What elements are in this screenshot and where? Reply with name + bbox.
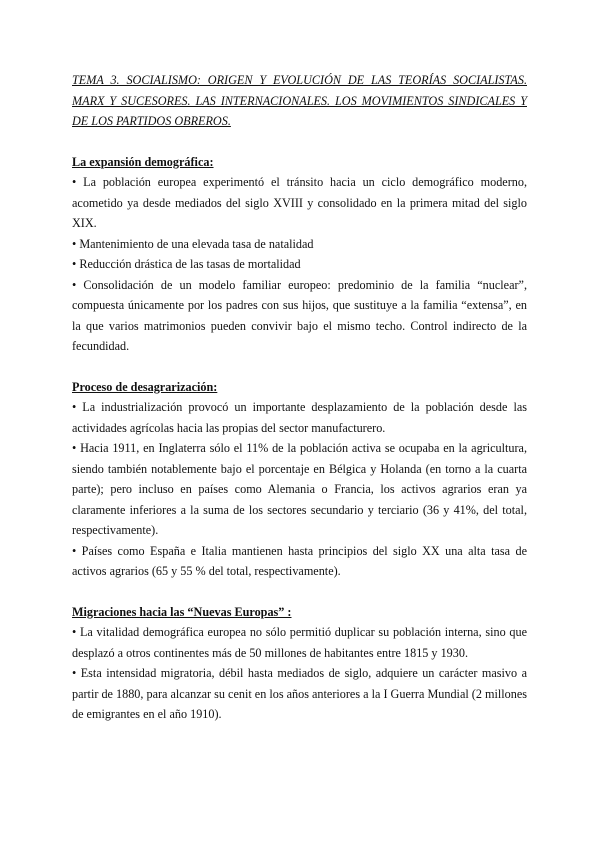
bullet-paragraph: • Esta intensidad migratoria, débil hasta mediados de siglo, adquiere un carácter masivo a partir de 1880, para alcanzar su cenit en los años anteriores a la I Guerra Mundial (2 millones de emigrantes en el año 1910).	[72, 666, 527, 721]
bullet-paragraph: • Mantenimiento de una elevada tasa de natalidad	[72, 236, 314, 251]
section-heading: La expansión demográfica:	[72, 154, 214, 169]
bullet-paragraph: • La industrialización provocó un importante desplazamiento de la población desde las actividades agrícolas hacia las propias del sector manufacturero.	[72, 400, 527, 435]
bullet-paragraph: • Reducción drástica de las tasas de mortalidad	[72, 257, 301, 271]
bullet-paragraph: • Países como España e Italia mantienen hasta principios del siglo XX una alta tasa de activos agrarios (65 y 55 % del total, respectivamente).	[72, 543, 527, 578]
section-migraciones	[72, 602, 527, 725]
section-heading: Migraciones hacia las “Nuevas Europas” :	[72, 604, 292, 619]
section-expansion-demografica	[72, 152, 527, 357]
bullet-paragraph: • La población europea experimentó el tránsito hacia un ciclo demográfico moderno, acometido ya desde mediados del siglo XVIII y consolidado en la primera mitad del siglo XIX.	[72, 175, 527, 230]
document-page	[72, 70, 527, 725]
section-desagrarizacion	[72, 377, 527, 582]
bullet-paragraph: • Hacia 1911, en Inglaterra sólo el 11% de la población activa se ocupaba en la agricultura, siendo también notablemente bajo el porcentaje en Bélgica y Holanda (en torno a la cuarta parte); pero incluso en países como Alemania o Francia, los activos agrarios eran ya claramente inferiores a la suma de los sectores secundario y terciario (36 y 41%, del total, respectivamente).	[72, 441, 527, 537]
section-heading: Proceso de desagrarización:	[72, 379, 218, 394]
bullet-paragraph: • La vitalidad demográfica europea no sólo permitió duplicar su población interna, sino que desplazó a otros continentes más de 50 millones de habitantes entre 1815 y 1930.	[72, 625, 527, 660]
bullet-paragraph: • Consolidación de un modelo familiar europeo: predominio de la familia “nuclear”, compuesta únicamente por los padres con sus hijos, que sustituye a la familia “extensa”, en la que varios matrimonios pueden convivir bajo el mismo techo. Control indirecto de la fecundidad.	[72, 277, 527, 353]
document-title: TEMA 3. SOCIALISMO: ORIGEN Y EVOLUCIÓN DE LAS TEORÍAS SOCIALISTAS. MARX Y SUCESORES. LAS INTERNACIONALES. LOS MOVIMIENTOS SINDICALES Y DE LOS PARTIDOS OBREROS.	[72, 73, 527, 128]
